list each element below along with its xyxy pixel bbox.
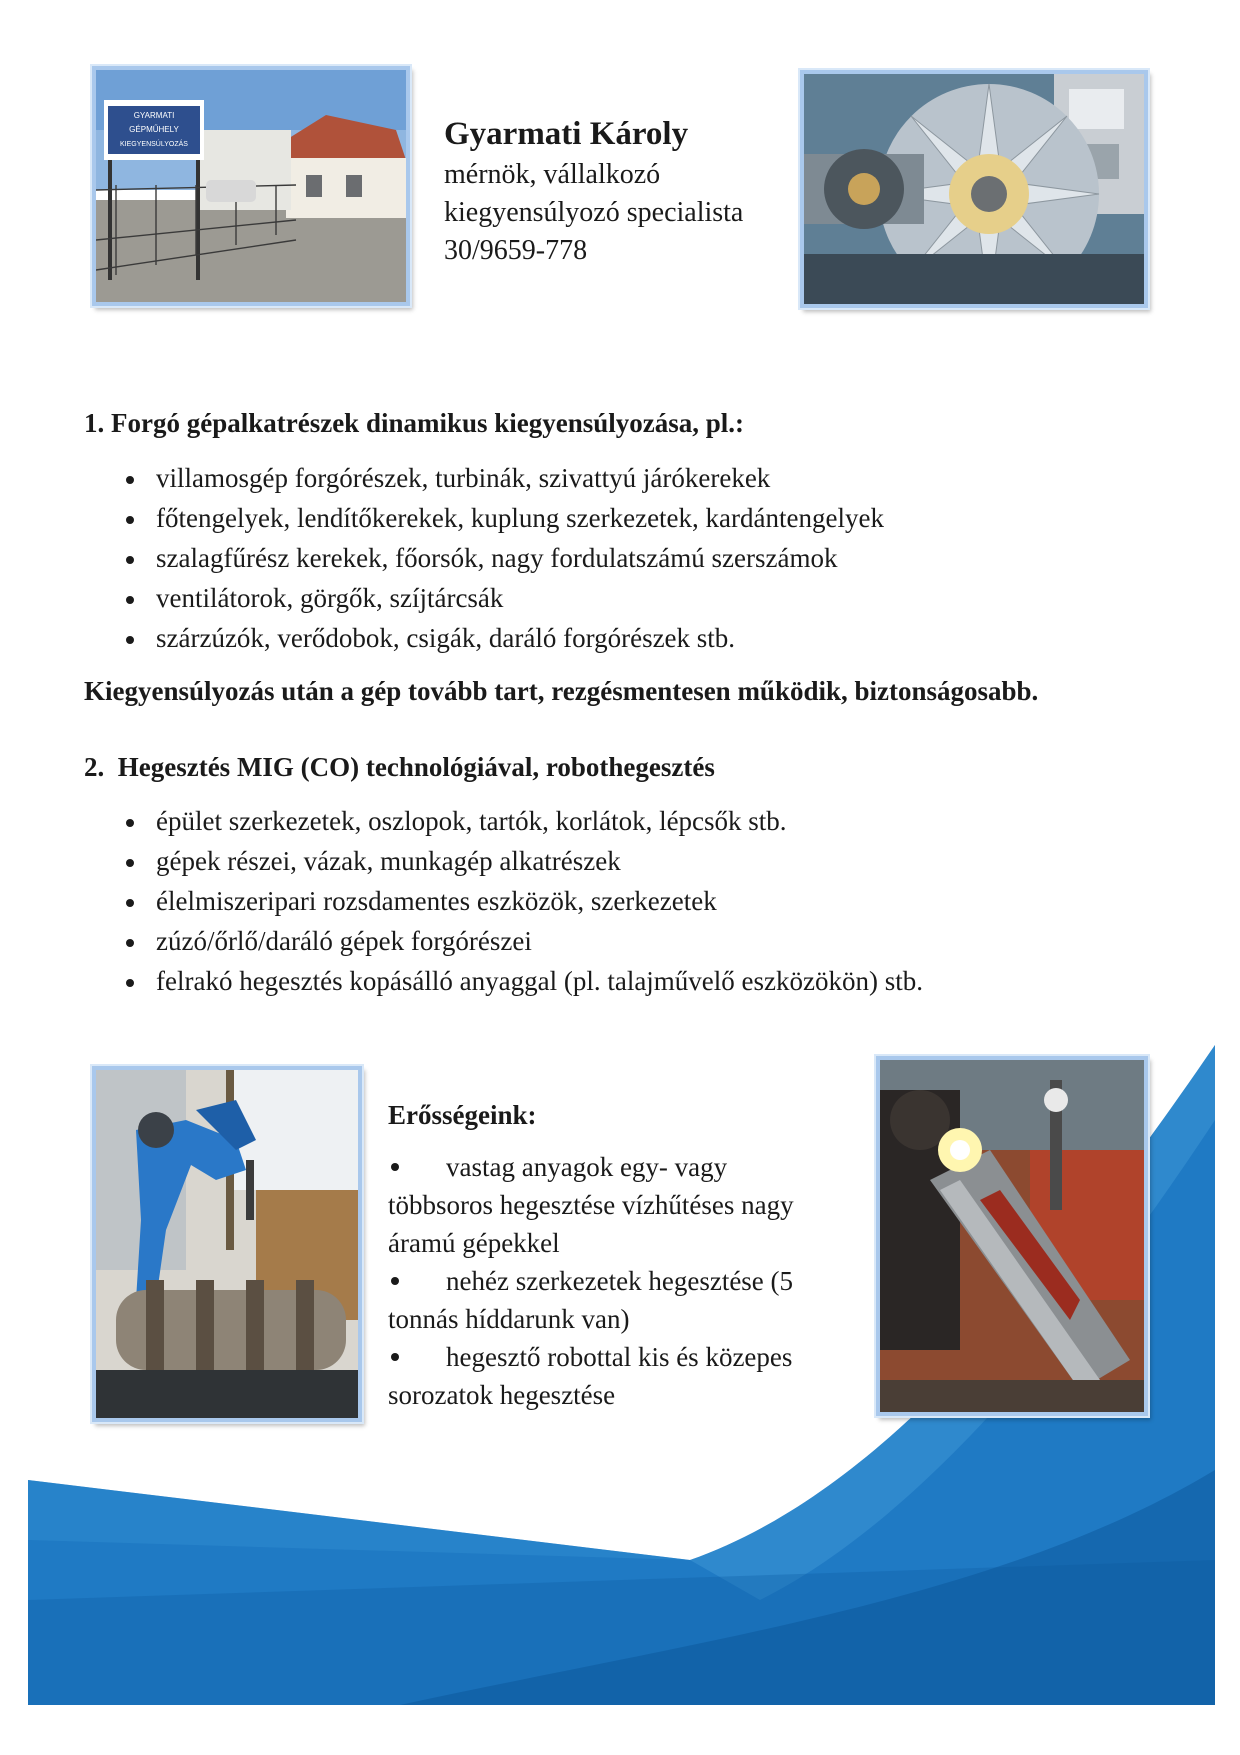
list-item-text: élelmiszeripari rozsdamentes eszközök, szerkezetek xyxy=(156,886,717,916)
list-item-text: villamosgép forgórészek, turbinák, szivattyú járókerekek xyxy=(156,463,771,493)
list-item xyxy=(84,841,1144,881)
list-item-text: épület szerkezetek, oszlopok, tartók, korlátok, lépcsők stb. xyxy=(156,806,787,836)
strength-item xyxy=(388,1262,828,1338)
bullet-icon xyxy=(126,636,134,644)
bullet-icon xyxy=(126,596,134,604)
bullet-icon xyxy=(126,939,134,947)
strength-item-text: vastag anyagok egy- vagy többsoros hegesztése vízhűtéses nagy áramú gépekkel xyxy=(388,1152,794,1258)
list-item xyxy=(84,801,1144,841)
list-item-text: zúzó/őrlő/daráló gépek forgórészei xyxy=(156,926,532,956)
welder-at-work-photo xyxy=(876,1056,1148,1416)
bullet-icon xyxy=(391,1163,399,1171)
strength-item-text: hegesztő robottal kis és közepes sorozatok hegesztése xyxy=(388,1342,793,1410)
welding-robot-photo xyxy=(92,1066,362,1422)
section1-summary: Kiegyensúlyozás után a gép tovább tart, rezgésmentesen működik, biztonságosabb. xyxy=(84,676,1039,706)
list-item-text: szárzúzók, verődobok, csigák, daráló forgórészek stb. xyxy=(156,623,736,653)
list-item xyxy=(84,458,1144,498)
bullet-icon xyxy=(391,1353,399,1361)
strength-item xyxy=(388,1148,828,1262)
list-item xyxy=(84,498,1144,538)
bullet-icon xyxy=(126,899,134,907)
bullet-icon xyxy=(126,556,134,564)
workshop-sign-text-2: GÉPMŰHELY xyxy=(129,125,179,134)
list-item-text: felrakó hegesztés kopásálló anyaggal (pl. talajművelő eszközökön) stb. xyxy=(156,966,923,996)
contact-phone: 30/9659-778 xyxy=(444,235,588,266)
strengths-title: Erősségeink: xyxy=(388,1100,537,1130)
contact-name: Gyarmati Károly xyxy=(444,116,689,152)
turbine-rotor-photo xyxy=(800,70,1148,308)
section2-list xyxy=(84,801,1144,1001)
contact-role: mérnök, vállalkozó xyxy=(444,159,661,190)
bullet-icon xyxy=(126,859,134,867)
contact-block xyxy=(444,112,743,270)
bullet-icon xyxy=(126,476,134,484)
workshop-sign-text-1: GYARMATI xyxy=(133,111,175,120)
list-item xyxy=(84,618,1144,658)
workshop-sign-text-3: KIEGYENSÚLYOZÁS xyxy=(120,141,188,148)
list-item xyxy=(84,578,1144,618)
section2-heading: 2. Hegesztés MIG (CO) technológiával, robothegesztés xyxy=(84,752,715,782)
bullet-icon xyxy=(391,1277,399,1285)
list-item xyxy=(84,961,1144,1001)
bullet-icon xyxy=(126,979,134,987)
list-item-text: főtengelyek, lendítőkerekek, kuplung szerkezetek, kardántengelyek xyxy=(156,503,884,533)
section1-list xyxy=(84,458,1144,658)
list-item-text: szalagfűrész kerekek, főorsók, nagy fordulatszámú szerszámok xyxy=(156,543,838,573)
list-item xyxy=(84,538,1144,578)
list-item xyxy=(84,881,1144,921)
bullet-icon xyxy=(126,819,134,827)
list-item xyxy=(84,921,1144,961)
section1-heading: 1. Forgó gépalkatrészek dinamikus kiegyensúlyozása, pl.: xyxy=(84,408,745,438)
contact-specialty: kiegyensúlyozó specialista xyxy=(444,197,744,228)
strength-item-text: nehéz szerkezetek hegesztése (5 tonnás híddarunk van) xyxy=(388,1266,794,1334)
strengths-block xyxy=(388,1096,828,1414)
bullet-icon xyxy=(126,516,134,524)
list-item-text: gépek részei, vázak, munkagép alkatrészek xyxy=(156,846,621,876)
strength-item xyxy=(388,1338,828,1414)
workshop-building-photo xyxy=(92,66,410,306)
list-item-text: ventilátorok, görgők, szíjtárcsák xyxy=(156,583,504,613)
